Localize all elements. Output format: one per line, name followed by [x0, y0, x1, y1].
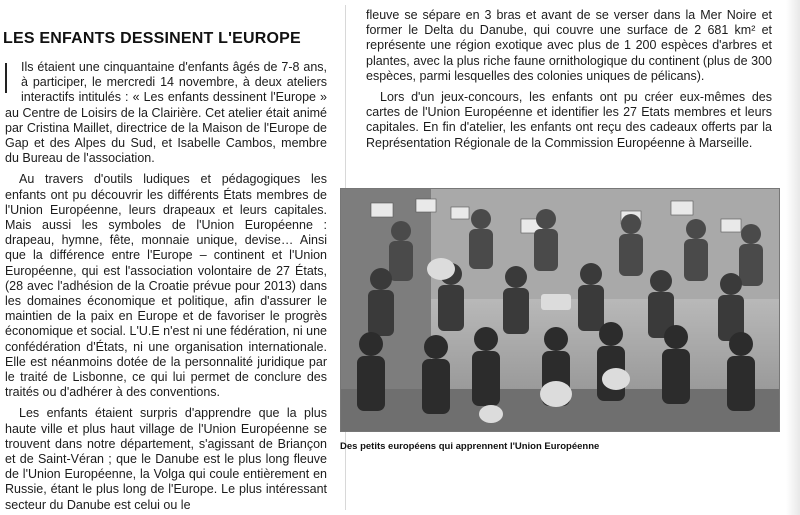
paragraph-3: Les enfants étaient surpris d'apprendre que la plus haute ville et plus haut village de l'Union Européenne se trouvent dans notre département, s'agissant de Briançon et de Saint-Véran ; que le Danube est le plus long fleuve de l'Union Européenne, la Volga qui coule entièrement en Russie, étant le plus long de l'Europe. Le plus intéressant secteur du Danube est celui ou le	[5, 406, 327, 512]
right-column	[366, 8, 772, 183]
photo-caption: Des petits européens qui apprennent l'Union Européenne	[340, 441, 600, 452]
paragraph-4: fleuve se sépare en 3 bras et avant de se verser dans la Mer Noire et former le Delta du Danube, qui couvre une surface de 2 681 km² et représente une région exotique avec plus de 1 200 espèces d'arbres et plantes, avec la plus riche faune ornithologique du continent (plus de 300 espèces, parmi lesquelles des colonies uniques de pélicans).	[366, 8, 772, 83]
paragraph-1-text: Ils étaient une cinquantaine d'enfants âgés de 7-8 ans, à participer, le mercredi 14 novembre, à deux ateliers interactifs intitulés : « Les enfants dessinent l'Europe » au Centre de Loisirs de la Clairière. Cet atelier était animé par Cristina Maillet, directrice de la Maison de l'Europe de Gap et des Alpes du Sud, et Isabelle Cambos, membre du Bureau de l'association.	[5, 60, 327, 166]
dropcap-bar	[5, 63, 15, 93]
group-photo-illustration	[341, 189, 779, 431]
left-column	[5, 60, 327, 515]
group-photo	[340, 188, 780, 432]
paragraph-2: Au travers d'outils ludiques et pédagogiques les enfants ont pu découvrir les différents États membres de l'Union Européenne, leurs drapeaux et leurs capitales. Mais aussi les symboles de l'Union Européenne : drapeau, hymne, fête, monnaie unique, devise… Ainsi que la différence entre l'Europe – continent et l'Union Européenne, qui est l'association volontaire de 27 États, (28 avec l'adhésion de la Croatie prévue pour 2013) dans les domaines économique et politique, afin d'assurer le maintien de la paix en Europe et de favoriser le progrès économique et social. L'U.E n'est ni une fédération, ni une confédération d'États, ni une organisation internationale. Elle est néanmoins dotée de la personnalité juridique par le traité de Lisbonne, ce qui lui permet de conclure des traités ou d'adhérer à des conventions.	[5, 172, 327, 400]
paragraph-5: Lors d'un jeux-concours, les enfants ont pu créer eux-mêmes des cartes de l'Union Européenne et identifier les 27 Etats membres et leurs capitales. En fin d'atelier, les enfants ont reçu des cadeaux offerts par la Représentation Régionale de la Commission Européenne à Marseille.	[366, 90, 772, 150]
article-headline: LES ENFANTS DESSINENT L'EUROPE	[3, 30, 301, 47]
paragraph-1	[5, 60, 327, 166]
page-edge-shadow	[786, 0, 800, 515]
